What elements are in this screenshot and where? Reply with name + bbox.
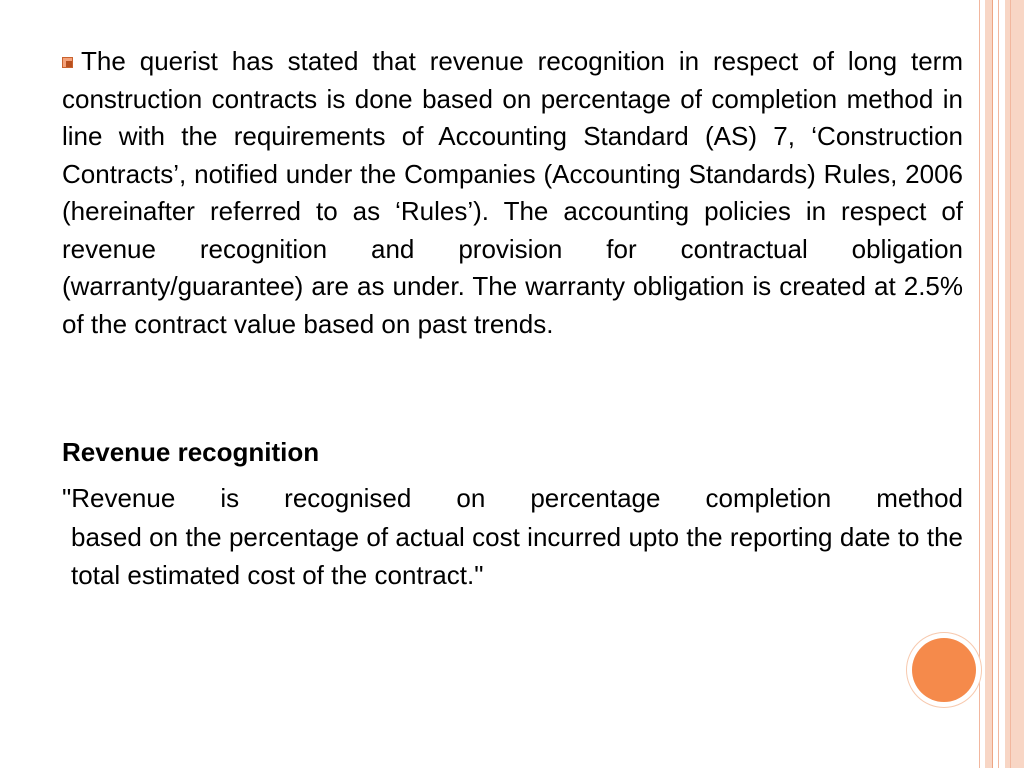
bullet-paragraph-text: The querist has stated that revenue recognition in respect of long term construction contracts is done based on percentage of completion method in line with the requirements of Accounting Standard (AS) 7, ‘Construction Contracts’, notified under the Companies (Accounting Standards) Rules, 2006 (hereinafter referred to as ‘Rules’). The accounting policies in respect of revenue recognition and provision for contractual obligation (warranty/guarantee) are as under. The warranty obligation is created at 2.5% of the contract value based on past trends. bbox=[62, 46, 963, 339]
border-stripe bbox=[998, 0, 999, 768]
border-stripe bbox=[992, 0, 993, 768]
quote-line: "Revenue is recognised on percentage completion method bbox=[62, 483, 963, 513]
quote-text: based on the percentage of actual cost incurred upto the reporting date to the total estimated cost of the contract." bbox=[71, 521, 963, 590]
border-stripe bbox=[1010, 0, 1011, 768]
bullet-paragraph bbox=[62, 43, 963, 343]
quote-paragraph bbox=[62, 479, 963, 595]
border-stripe bbox=[985, 0, 992, 768]
section-heading: Revenue recognition bbox=[62, 437, 320, 467]
decorative-circle bbox=[912, 638, 976, 702]
slide-body bbox=[62, 43, 963, 343]
border-stripe bbox=[979, 0, 980, 768]
border-stripe bbox=[1005, 0, 1024, 768]
square-bullet-icon bbox=[62, 57, 73, 68]
